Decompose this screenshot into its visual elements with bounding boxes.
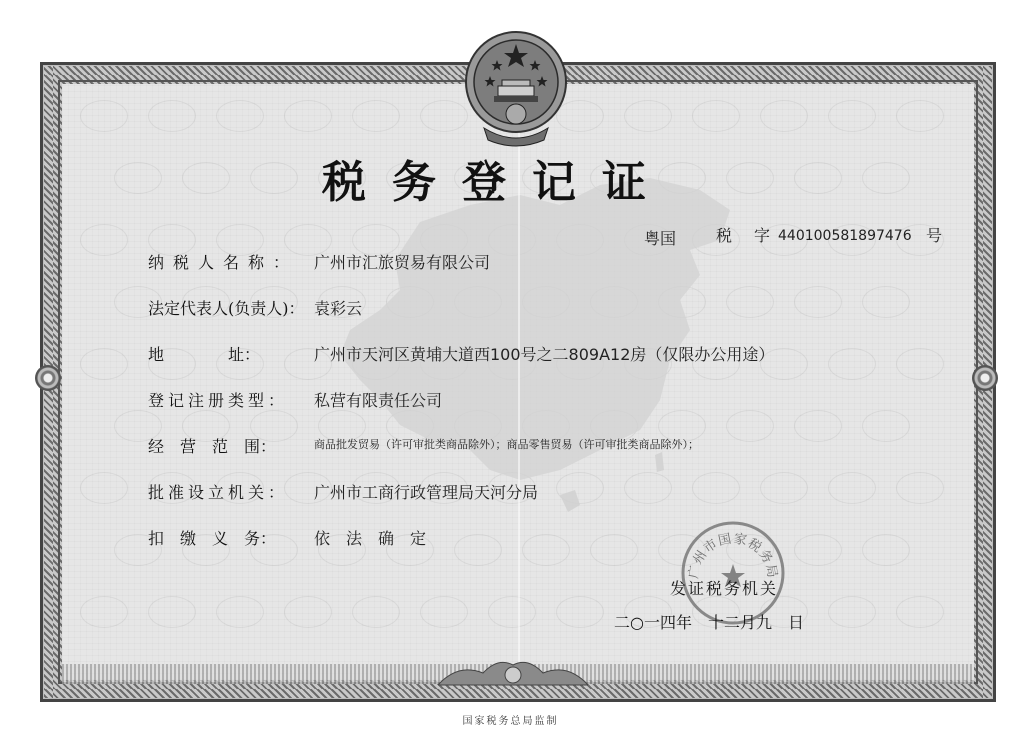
field-value: 私营有限责任公司 bbox=[314, 391, 443, 410]
registration-number: 440100581897476 bbox=[778, 228, 912, 244]
field-label: 批准设立机关： bbox=[148, 483, 289, 502]
field-label: 法定代表人(负责人)： bbox=[148, 299, 305, 318]
field-value: 依 法 确 定 bbox=[314, 529, 427, 548]
supervision-footer: 国家税务总局监制 bbox=[462, 716, 559, 727]
field-label: 扣 缴 义 务： bbox=[148, 529, 277, 548]
issuing-authority: 发证税务机关 bbox=[670, 579, 779, 598]
map-mainland bbox=[340, 178, 733, 480]
national-emblem-icon bbox=[464, 24, 568, 148]
field-label: 登记注册类型： bbox=[148, 391, 289, 410]
field-label: 纳税人名称： bbox=[148, 253, 299, 272]
registration-prefix: 粤国 bbox=[644, 229, 677, 248]
field-label: 经 营 范 围： bbox=[148, 437, 277, 456]
registration-tax-word: 税 bbox=[716, 226, 733, 245]
field-value: 商品批发贸易（许可审批类商品除外）；商品零售贸易（许可审批类商品除外）； bbox=[314, 438, 699, 451]
registration-zi-word: 字 bbox=[754, 226, 771, 245]
seal-text: 广州市国家税务局 bbox=[686, 531, 780, 580]
certificate-title: 税务登记证 bbox=[322, 157, 672, 208]
issue-date: 二○一四年 十二月九 日 bbox=[614, 613, 804, 632]
bottom-ornament bbox=[438, 655, 588, 691]
field-value: 袁彩云 bbox=[314, 299, 363, 318]
field-value: 广州市汇旅贸易有限公司 bbox=[314, 253, 491, 272]
field-label: 地 址： bbox=[148, 345, 261, 364]
field-value: 广州市天河区黄埔大道西100号之二809A12房（仅限办公用途） bbox=[314, 345, 775, 364]
field-value: 广州市工商行政管理局天河分局 bbox=[314, 483, 539, 502]
right-medallion bbox=[972, 365, 998, 391]
map-island-east bbox=[655, 452, 664, 472]
map-island bbox=[560, 490, 580, 512]
left-medallion bbox=[35, 365, 61, 391]
registration-suffix: 号 bbox=[926, 226, 943, 245]
